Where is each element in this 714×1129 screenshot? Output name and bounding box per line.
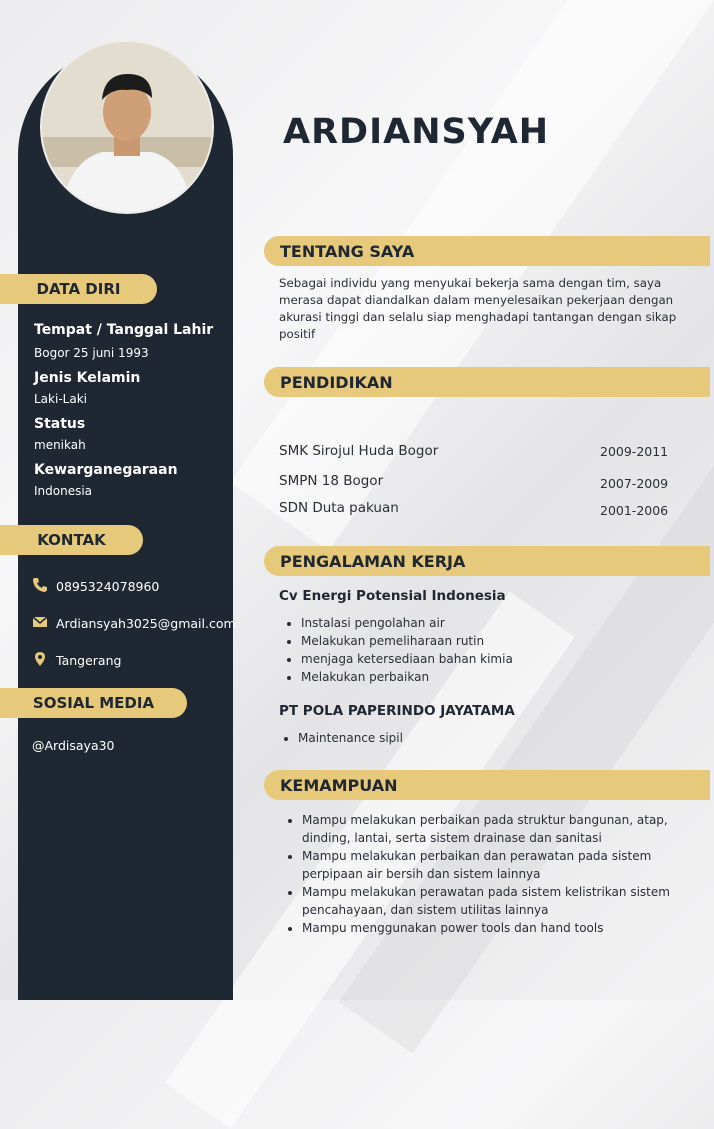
location-row	[32, 651, 121, 670]
education-years: 2007-2009	[600, 476, 669, 491]
phone-icon	[32, 577, 48, 596]
education-item	[279, 500, 679, 516]
job-task-list	[276, 729, 403, 747]
status-label: Status	[34, 416, 86, 432]
education-item	[279, 473, 679, 489]
list-item: • Instalasi pengolahan air	[301, 614, 513, 632]
gender-value: Laki-Laki	[34, 392, 87, 406]
education-years: 2001-2006	[600, 503, 669, 518]
email-row	[32, 614, 236, 633]
pendidikan-heading: PENDIDIKAN	[264, 367, 710, 397]
job-task-list	[279, 614, 513, 686]
kontak-heading: KONTAK	[0, 525, 143, 555]
job-company: Cv Energi Potensial Indonesia	[279, 588, 506, 604]
list-item: • Mampu melakukan perawatan pada sistem kelistrikan sistem pencahayaan, dan sistem utilitas lainnya	[302, 883, 702, 919]
education-school: SDN Duta pakuan	[279, 500, 399, 516]
phone-text: 0895324078960	[56, 579, 160, 594]
profile-photo	[40, 40, 214, 214]
location-pin-icon	[32, 651, 48, 670]
candidate-name: ARDIANSYAH	[283, 112, 550, 152]
mail-icon	[32, 614, 48, 633]
skills-list	[280, 811, 702, 937]
list-item: • Melakukan pemeliharaan rutin	[301, 632, 513, 650]
data-diri-heading: DATA DIRI	[0, 274, 157, 304]
job-company: PT POLA PAPERINDO JAYATAMA	[279, 703, 515, 719]
status-value: menikah	[34, 438, 86, 452]
gender-label: Jenis Kelamin	[34, 370, 141, 386]
sidebar	[0, 0, 234, 1000]
sosial-media-heading: SOSIAL MEDIA	[0, 688, 187, 718]
tentang-text: Sebagai individu yang menyukai bekerja sama dengan tim, saya merasa dapat diandalkan dalam menyelesaikan pekerjaan dengan akurasi tinggi dan selalu siap menghadapi tantangan dengan sikap positif	[279, 276, 677, 341]
phone-row	[32, 577, 159, 596]
list-item: • Mampu melakukan perbaikan pada struktur bangunan, atap, dinding, lantai, serta sistem drainase dan sanitasi	[302, 811, 702, 847]
location-text: Tangerang	[56, 653, 122, 668]
education-school: SMK Sirojul Huda Bogor	[279, 443, 439, 459]
pengalaman-heading: PENGALAMAN KERJA	[264, 546, 710, 576]
birth-label: Tempat / Tanggal Lahir	[34, 322, 214, 338]
citizenship-value: Indonesia	[34, 484, 93, 498]
social-handle: @Ardisaya30	[32, 738, 115, 753]
list-item: • Maintenance sipil	[298, 729, 403, 747]
tentang-heading: TENTANG SAYA	[264, 236, 710, 266]
list-item: • menjaga ketersediaan bahan kimia	[301, 650, 513, 668]
education-item	[279, 443, 679, 459]
birth-value: Bogor 25 juni 1993	[34, 346, 149, 360]
kemampuan-heading: KEMAMPUAN	[264, 770, 710, 800]
citizenship-label: Kewarganegaraan	[34, 462, 178, 478]
email-text: Ardiansyah3025@gmail.com	[56, 616, 236, 631]
education-years: 2009-2011	[600, 444, 669, 459]
education-school: SMPN 18 Bogor	[279, 473, 384, 489]
list-item: • Melakukan perbaikan	[301, 668, 513, 686]
list-item: • Mampu menggunakan power tools dan hand tools	[302, 919, 702, 937]
list-item: • Mampu melakukan perbaikan dan perawatan pada sistem perpipaan air bersih dan sistem lainnya	[302, 847, 702, 883]
